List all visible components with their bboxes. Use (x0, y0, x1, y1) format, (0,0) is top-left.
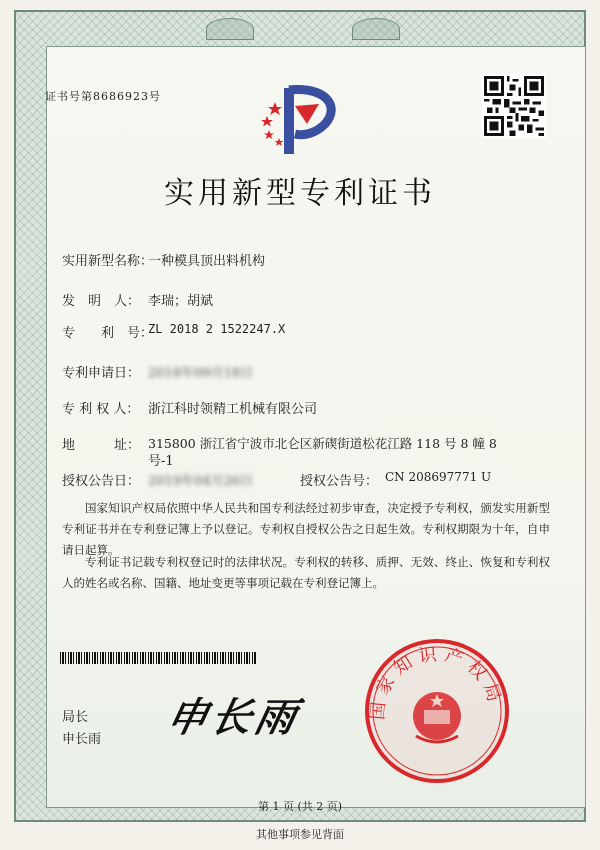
patent-office-logo-icon (255, 80, 347, 160)
filing-date-value: 2018年09月18日 (148, 366, 254, 381)
director-title: 局长 (62, 710, 89, 725)
handwritten-signature: 申长雨 (162, 694, 305, 741)
svg-text:国家知识产权局: 国家知识产权局 (367, 643, 507, 721)
inventor-label: 发 明 人： (62, 294, 141, 309)
certificate-title: 实用新型专利证书 (164, 176, 436, 211)
grant-number-label: 授权公告号： (300, 474, 379, 489)
top-ornament-right (352, 18, 400, 40)
inventor-value: 李瑞；胡斌 (148, 294, 214, 309)
utility-model-name-label: 实用新型名称： (62, 254, 154, 269)
grant-date-label: 授权公告日： (62, 474, 141, 489)
patent-owner-label: 专 利 权 人： (62, 402, 140, 417)
patent-owner-value: 浙江科时领精工机械有限公司 (148, 402, 318, 417)
barcode-icon (60, 652, 256, 664)
patent-number-label: 专 利 号： (62, 326, 154, 341)
certificate-number: 证书号第8686923号 (45, 90, 161, 103)
grant-statement-paragraph: 国家知识产权局依照中华人民共和国专利法经过初步审查，决定授予专利权，颁发实用新型专利证书并在专利登记簿上予以登记。专利权自授权公告之日起生效。专利权期限为十年，自申请日起算。 (62, 501, 550, 557)
grant-date-value: 2019年04月26日 (148, 474, 254, 489)
grant-number-value: CN 208697771 U (385, 470, 492, 484)
qr-code-icon (482, 74, 546, 138)
back-page-note: 其他事项参见背面 (256, 828, 344, 841)
address-value-line2: 号-1 (148, 454, 174, 469)
page-indicator: 第 1 页 (共 2 页) (257, 800, 343, 813)
legal-status-paragraph: 专利证书记载专利权登记时的法律状况。专利权的转移、质押、无效、终止、恢复和专利权人的姓名或名称、国籍、地址变更等事项记载在专利登记簿上。 (62, 555, 550, 590)
patent-number-value: ZL 2018 2 1522247.X (148, 322, 286, 336)
utility-model-name-value: 一种模具顶出料机构 (148, 254, 266, 269)
official-seal-icon (362, 636, 512, 786)
address-value-line1: 315800 浙江省宁波市北仑区新碶街道松花江路 118 号 8 幢 8 (148, 436, 497, 451)
top-ornament-left (206, 18, 254, 40)
director-name: 申长雨 (62, 732, 102, 747)
filing-date-label: 专利申请日： (62, 366, 141, 381)
address-label: 地 址： (62, 438, 141, 453)
